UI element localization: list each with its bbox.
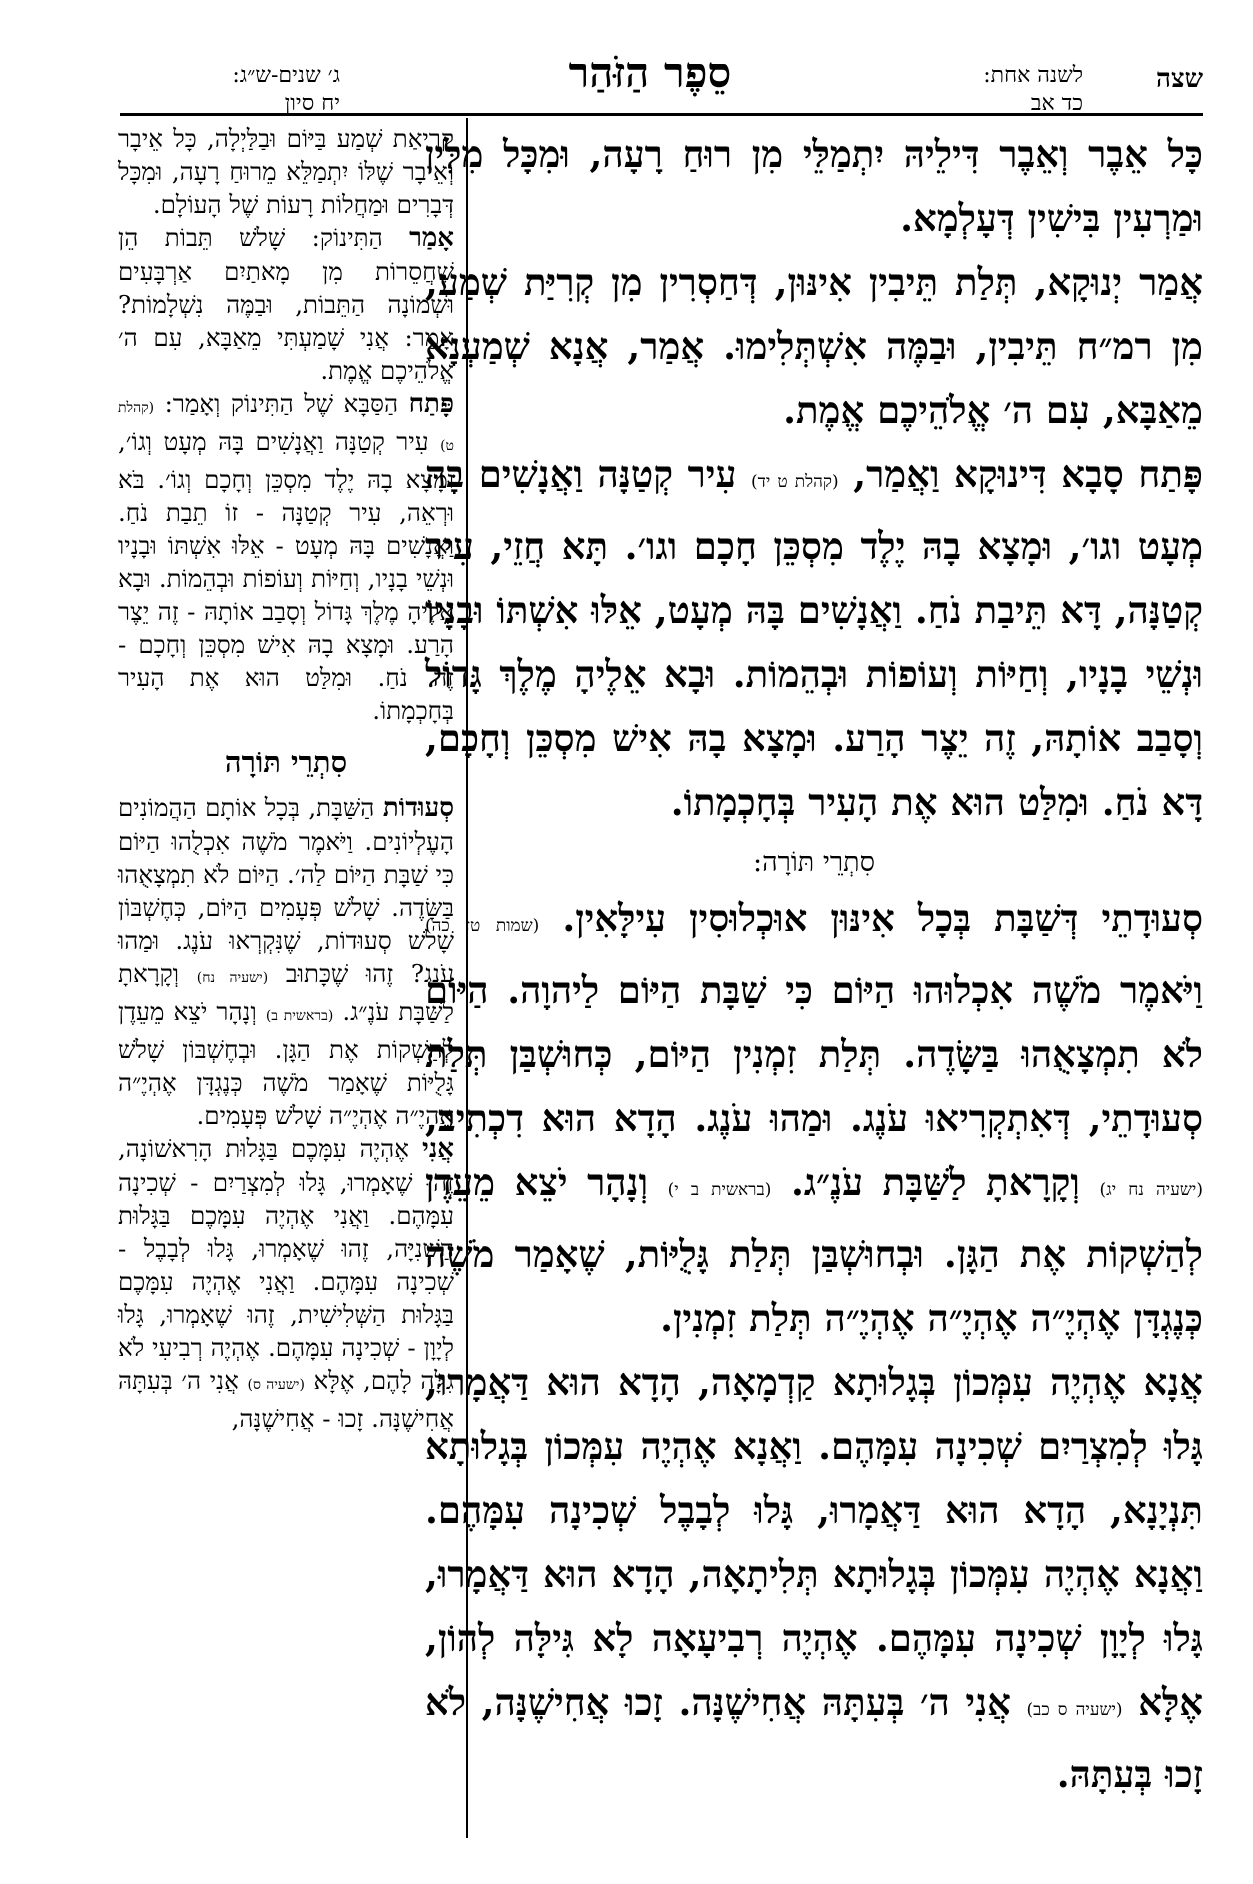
section-heading-sitrei-torah: סִתְרֵי תּוֹרָה:	[752, 847, 875, 878]
verse-reference: (בראשית ב)	[265, 1008, 334, 1024]
page-header	[0, 0, 1253, 116]
side-text: הַתִּינוֹק: שָׁלֹשׁ תֵּבוֹת הֵן שֶׁחֲסֵרוֹת מִן מָאתַיִם אַרְבָּעִים וּשְׁמוֹנָה הַתֵּבוֹת, וּבַמֶּה נִשְׁלָמוֹת? אָמַר: אֲנִי שָׁמַעְתִּי מֵאַבָּא, עִם ה׳ אֱלֹהֵיכֶם אֱמֶת.	[118, 223, 454, 385]
side-paragraph	[118, 791, 454, 1132]
side-lead-word: סְעוּדוֹת	[382, 793, 454, 823]
side-text: וְקָרָאתָ לַשַּׁבָּת עֹנֶ״ג.	[118, 959, 454, 1026]
main-column-aramaic	[425, 122, 1203, 1806]
cycle-label: ג׳ שנים-ש״ג:	[232, 63, 340, 88]
study-plan-block	[983, 62, 1083, 118]
side-paragraph	[118, 1132, 454, 1435]
main-text: אֲנָא אֶהְיֶה עִמְּכוֹן בְּגָלוּתָא קַדְמָאָה, הָדָא הוּא דַּאֲמָרוּ, גָּלוּ לְמִצְרַיִם שְׁכִינָה עִמָּהֶם. וַאֲנָא אֶהְיֶה עִמְּכוֹן בְּגָלוּתָא תִּנְיָנָא, הָדָא הוּא דַּאֲמָרוּ, גָּלוּ לְבָבֶל שְׁכִינָה עִמָּהֶם. וַאֲנָא אֶהְיֶה עִמְּכוֹן בְּגָלוּתָא תְּלִיתָאָה, הָדָא הוּא דַּאֲמָרוּ, גָּלוּ לְיָוָן שְׁכִינָה עִמָּהֶם. אֶהְיֶה רְבִיעָאָה לָא גִּילָּה לְהוֹן, אֶלָּא	[425, 1360, 1204, 1724]
side-column-hebrew-translation	[118, 122, 454, 1435]
column-divider	[466, 118, 468, 1838]
side-text: אֲנִי ה׳ בְּעִתָּהּ אֲחִישֶׁנָּה. זָכוּ - אֲחִישֶׁנָּה,	[118, 1366, 454, 1433]
side-lead-word: אֲנִי	[422, 1134, 454, 1164]
section-heading-sitrei-torah: סִתְרֵי תּוֹרָה	[224, 745, 348, 779]
page-number: שצה	[1156, 64, 1203, 94]
side-lead-word: אָמַר	[409, 223, 454, 253]
main-text: אֲנִי ה׳ בְּעִתָּהּ אֲחִישֶׁנָּה. זָכוּ אֲחִישֶׁנָּה, לֹא זָכוּ בְּעִתָּהּ.	[425, 1680, 1203, 1796]
side-paragraph	[118, 122, 454, 221]
study-plan-label: לשנה אחת:	[983, 63, 1083, 88]
main-text: כָּל אֵבֶר וְאֵבֶר דִּילֵיהּ יִתְמַלֵּי מִן רוּחַ רָעָה, וּמִכָּל מִלִּין וּמַרְעִין בִּישִׁין דְּעָלְמָא.	[425, 132, 1203, 240]
main-text: וְנָהָר יֹצֵא מֵעֵדֶן לְהַשְׁקוֹת אֶת הַגָּן. וּבְחוּשְׁבַּן תְּלַת גָּלֻיּוֹת, שֶׁאָמַר מֹשֶׁה כְּנֶגְדָּן אֶהְיֶ״ה אֶהְיֶ״ה אֶהְיֶ״ה תְּלַת זִמְנִין.	[425, 1160, 1203, 1340]
main-text: אֲמַר יְנוּקָא, תְּלַת תֵּיבִין אִינּוּן, דְּחַסְרִין מִן קְרִיַּת שְׁמַע, מִן רמ״ח תֵּיבִין, וּבַמֶּה אִשְׁתְּלִימוּ. אֲמַר, אֲנָא שְׁמַעְנָא מֵאַבָּא, עִם ה׳ אֱלֹהֵיכֶם אֱמֶת.	[425, 260, 1203, 432]
side-text: וְנָהָר יֹצֵא מֵעֵדֶן לְהַשְׁקוֹת אֶת הַגָּן. וּבְחֶשְׁבּוֹן שָׁלֹשׁ גָּלֻיּוֹת שֶׁאָמַר מֹשֶׁה כְּנֶגְדָּן אֶהְיֶ״ה אֶהְיֶ״ה אֶהְיֶ״ה שָׁלֹשׁ פְּעָמִים.	[118, 997, 454, 1130]
main-paragraph	[425, 1350, 1203, 1806]
side-text: הַסַּבָּא שֶׁל הַתִּינוֹק וְאָמַר:	[164, 389, 399, 418]
main-paragraph	[425, 122, 1203, 250]
book-title: סֵפֶר הַזֹּהַר	[568, 48, 732, 97]
side-text: הַשַּׁבָּת, בְּכָל אוֹתָם הַהֲמוֹנִים הָעֶלְיוֹנִים. וַיֹּאמֶר מֹשֶׁה אִכְלֻהוּ הַיּוֹם כִּי שַׁבָּת הַיּוֹם לַה׳. הַיּוֹם לֹא תִמְצָאֻהוּ בַּשָּׂדֶה. שָׁלֹשׁ פְּעָמִים הַיּוֹם, כְּחֶשְׁבּוֹן שָׁלֹשׁ סְעוּדוֹת, שֶׁנִּקְרְאוּ עֹנֶג. וּמַהוּ עֹנֶג? זֶהוּ שֶׁכָּתוּב	[118, 793, 454, 988]
main-paragraph	[425, 886, 1203, 1350]
main-paragraph	[425, 442, 1203, 834]
verse-reference: (ישעיה נח)	[196, 970, 269, 986]
side-text: אֶהְיֶה עִמָּכֶם בַּגָּלוּת הָרִאשׁוֹנָה, זֶהוּ שֶׁאָמְרוּ, גָּלוּ לְמִצְרַיִם - שְׁכִינָה עִמָּהֶם. וַאֲנִי אֶהְיֶה עִמָּכֶם בַּגָּלוּת הַשְּׁנִיָּה, זֶהוּ שֶׁאָמְרוּ, גָּלוּ לְבָבֶל - שְׁכִינָה עִמָּהֶם. וַאֲנִי אֶהְיֶה עִמָּכֶם בַּגָּלוּת הַשְּׁלִישִׁית, זֶהוּ שֶׁאָמְרוּ, גָּלוּ לְיָוָן - שְׁכִינָה עִמָּהֶם. אֶהְיֶה רְבִיעִי לֹא גִלָּה לָהֶם, אֶלָּא	[118, 1134, 454, 1395]
side-paragraph	[118, 387, 454, 727]
verse-reference: (שמות טז כה)	[425, 916, 540, 936]
verse-reference: (ישעיה ס)	[247, 1377, 305, 1393]
header-rule	[120, 113, 1203, 116]
verse-reference: (קהלת ט)	[118, 400, 454, 454]
verse-reference: (ישעיה נח יג)	[1099, 1180, 1203, 1200]
verse-reference: (בראשית ב י)	[667, 1180, 772, 1200]
main-text: סְעוּדָתֵי דְּשַׁבָּת בְּכָל אִינּוּן אוּכְלוּסִין עִילָּאִין.	[562, 896, 1204, 940]
side-paragraph	[118, 221, 454, 387]
study-plan-date: כד אב	[1030, 91, 1083, 116]
main-text: וַיֹּאמֶר מֹשֶׁה אִכְלוּהוּ הַיּוֹם כִּי שַׁבָּת הַיּוֹם לַיהוָה. הַיּוֹם לֹא תִמְצָאֻהוּ בַּשָּׂדֶה. תְּלַת זִמְנִין הַיּוֹם, כְּחוּשְׁבַּן תְּלַת סְעוּדָתֵי, דְּאִתְקְרִיאוּ עֹנֶג. וּמַהוּ עֹנֶג. הָדָא הוּא דִכְתִיב,	[425, 968, 1203, 1140]
main-text: פָּתַח סָבָא דִּינוּקָא וַאֲמַר,	[853, 452, 1204, 496]
side-text: עִיר קְטַנָּה וַאֲנָשִׁים בָּהּ מְעָט וְגוֹ׳, וּמָצָא בָהּ יֶלֶד מִסְכֵּן וְחָכָם וְגוֹ׳. בֹּא וּרְאֵה, עִיר קְטַנָּה - זוֹ תֵבַת נֹחַ. וַאֲנָשִׁים בָּהּ מְעָט - אֵלּוּ אִשְׁתּוֹ וּבָנָיו וּנְשֵׁי בָנָיו, וְחַיּוֹת וְעוֹפוֹת וּבְהֵמוֹת. וּבָא אֵלֶיהָ מֶלֶךְ גָּדוֹל וְסָבַב אוֹתָהּ - זֶה יֵצֶר הָרַע. וּמָצָא בָהּ אִישׁ מִסְכֵּן וְחָכָם - זֶה נֹחַ. וּמִלַּט הוּא אֶת הָעִיר בְּחָכְמָתוֹ.	[118, 427, 454, 725]
main-paragraph	[425, 250, 1203, 442]
main-text: וְקָרָאתָ לַשַּׁבָּת עֹנֶ״ג.	[790, 1160, 1080, 1204]
verse-reference: (קהלת ט יד)	[751, 472, 839, 492]
verse-reference: (ישעיה ס כב)	[1026, 1700, 1123, 1720]
cycle-date: יח סיון	[284, 91, 340, 116]
main-text: עִיר קְטַנָּה וַאֲנָשִׁים בָּהּ מְעָט וגו׳, וּמָצָא בָהּ יֶלֶד מִסְכֵּן חָכָם וגו׳. תָּא חֲזֵי, עִיר קְטַנָּה, דָּא תֵּיבַת נֹחַ. וַאֲנָשִׁים בָּהּ מְעָט, אֵלּוּ אִשְׁתּוֹ וּבָנָיו וּנְשֵׁי בָנָיו, וְחַיּוֹת וְעוֹפוֹת וּבְהֵמוֹת. וּבָא אֵלֶיהָ מֶלֶךְ גָּדוֹל וְסָבַב אוֹתָהּ, זֶה יֵצֶר הָרַע. וּמָצָא בָהּ אִישׁ מִסְכֵּן וְחָכָם, דָּא נֹחַ. וּמִלַּט הוּא אֶת הָעִיר בְּחָכְמָתוֹ.	[425, 452, 1203, 824]
cycle-block	[120, 62, 340, 118]
side-lead-word: פָּתַח	[408, 389, 454, 419]
side-text: קְרִיאַת שְׁמַע בַּיּוֹם וּבַלַּיְלָה, כָּל אֵיבָר וְאֵיבָר שֶׁלּוֹ יִתְמַלֵּא מֵרוּחַ רָעָה, וּמִכָּל דְּבָרִים וּמַחֲלוֹת רָעוֹת שֶׁל הָעוֹלָם.	[118, 124, 454, 219]
